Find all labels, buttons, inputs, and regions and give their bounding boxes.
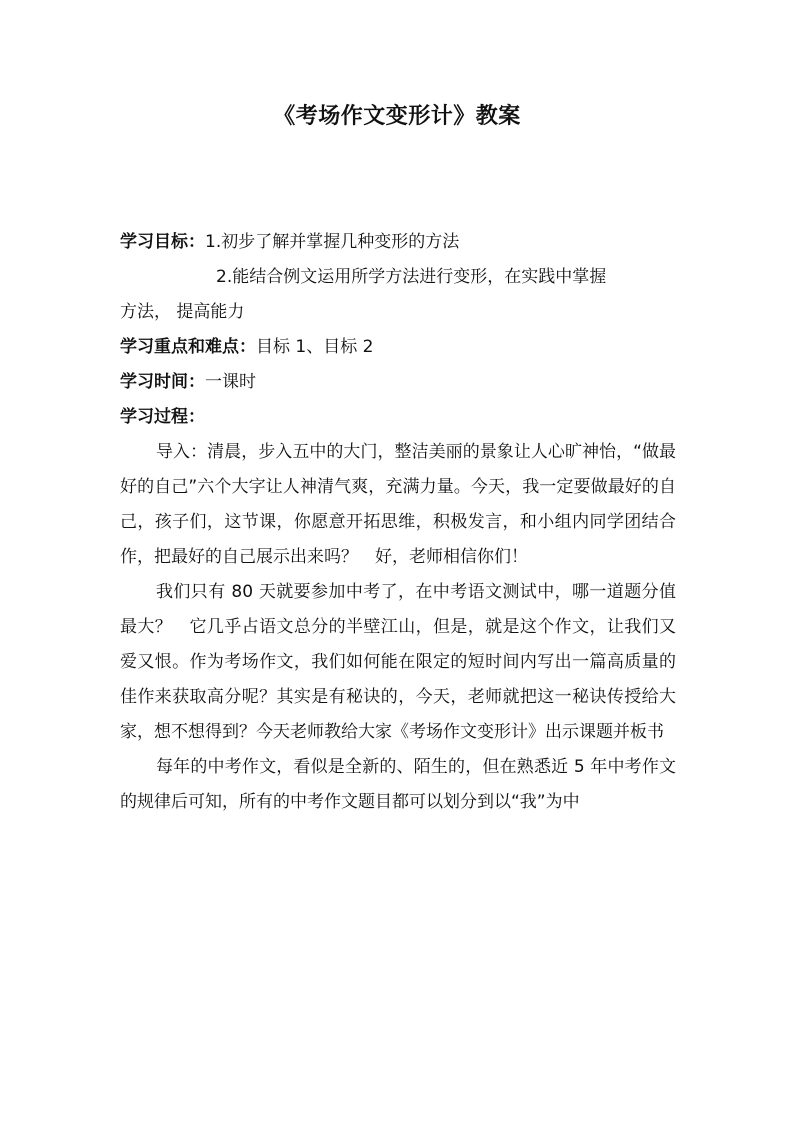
focus-difficulty-label: 学习重点和难点：: [120, 337, 256, 357]
learning-goal-1: 1.初步了解并掌握几种变形的方法: [205, 232, 460, 252]
learning-process-label: 学习过程：: [120, 407, 205, 427]
learning-goal-2-line-2: 方法， 提高能力: [120, 302, 245, 322]
exam-paragraph: 我们只有 80 天就要参加中考了，在中考语文测试中，哪一道题分值最大？ 它几乎占语文总分的半壁江山，但是，就是这个作文，让我们又爱又恨。作为考场作文，我们如何能在限定的短时间内写出一篇高质量的佳作来获取高分呢？其实是有秘诀的，今天，老师就把这一秘诀传授给大家，想不想得到？今天老师教给大家《考场作文变形计》出示课题并板书: [120, 582, 676, 742]
learning-time-value: 一课时: [205, 372, 256, 392]
introduction-paragraph: 导入：清晨，步入五中的大门，整洁美丽的景象让人心旷神怡，“做最好的自己”六个大字让人神清气爽，充满力量。今天，我一定要做最好的自己，孩子们，这节课，你愿意开拓思维，积极发言，和小组内同学团结合作，把最好的自己展示出来吗？ 好，老师相信你们！: [120, 442, 676, 567]
learning-goals-label: 学习目标：: [120, 232, 205, 252]
document-title: 《考场作文变形计》教案: [273, 104, 521, 129]
focus-difficulty-line: [120, 330, 676, 365]
composition-paragraph: 每年的中考作文，看似是全新的、陌生的，但在熟悉近 5 年中考作文的规律后可知，所有的中考作文题目都可以划分到以“我”为中: [120, 757, 676, 812]
learning-goals-line: [120, 225, 676, 260]
learning-time-line: [120, 365, 676, 400]
focus-difficulty-value: 目标 1、目标 2: [256, 337, 374, 357]
learning-time-label: 学习时间：: [120, 372, 205, 392]
document-body: [120, 225, 676, 820]
learning-goal-2-line-1: 2.能结合例文运用所学方法进行变形，在实践中掌握: [216, 267, 607, 287]
learning-process-line: [120, 400, 676, 435]
